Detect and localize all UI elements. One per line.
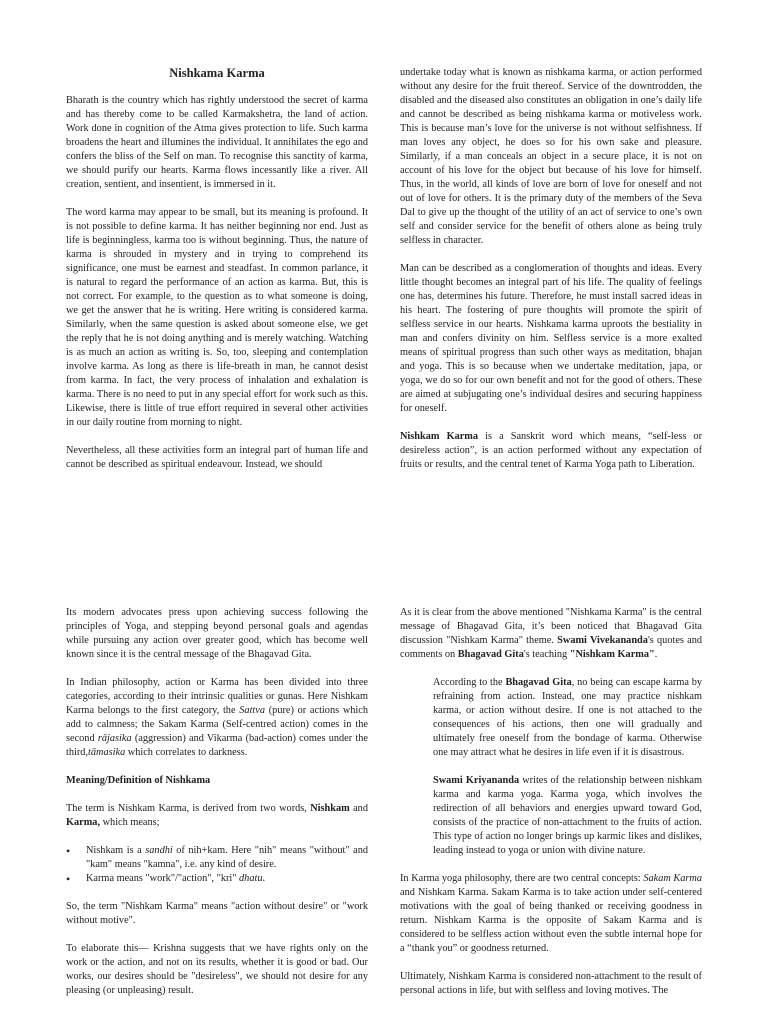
block-quote [433, 676, 702, 760]
section-heading: Meaning/Definition of Nishkama [66, 775, 211, 786]
list-item [66, 872, 368, 886]
term-bold: Nishkam [310, 803, 350, 814]
paragraph-text: 's quotes and comments on [400, 635, 703, 660]
paragraph-text: which correlates to darkness. [125, 747, 248, 758]
paragraph-text: Karma means "work"/"action", "kri" [86, 873, 240, 884]
paragraph: Bharath is the country which has rightly understood the secret of karma and has thereby come to be called Karmakshetra, the land of action. Work done in cognition of the Atma gives protection to life. Such karma broadens the heart and illumines the individual. It annihilates the ego and confers the bliss of the Self on man. To recognise this sanctity of karma, we should purify our hearts. Karma flows incessantly like a river. All creation, sentient, and insentient, is immersed in it. [66, 95, 368, 190]
paragraph-text: . [262, 873, 266, 884]
term-italic: dhatu [239, 873, 263, 884]
paragraph-text: Nishkam is a [86, 845, 146, 856]
paragraph-text: (aggression) and Vikarma (bad-action) comes under the third, [66, 733, 368, 758]
term-italic: Sakam Karma [643, 873, 703, 884]
term-italic: rājasika [97, 733, 132, 744]
paragraph [66, 802, 368, 830]
paragraph-text: . [654, 649, 658, 660]
paragraph-text: In Indian philosophy, action or Karma has been divided into three categories, according to their intrinsic qualities or gunas. Here Nishkam Karma belongs to the first category, the [66, 677, 368, 716]
paragraph: Its modern advocates press upon achieving success following the principles of Yoga, and stepping beyond personal goals and agendas while pursuing any action over greater good, which has become well known since it is the central message of the Bhagavad Gita. [66, 607, 368, 660]
column-top-left [66, 66, 368, 486]
paragraph-text: In Karma yoga philosophy, there are two central concepts: [400, 873, 644, 884]
paragraph: Man can be described as a conglomeration of thoughts and ideas. Every little thought becomes an integral part of his life. The quality of feelings one has, determines his future. Therefore, he must install sacred ideas in his heart. The fostering of pure thoughts will promote the spirit of selfless service in our hearts. Nishkama karma uproots the bestiality in man and confers divinity on him. Selfless service is a more exalted means of spiritual progress than such other ways as meditation, bhajan and yoga. This is so because when we undertake meditation, japa, or yoga, we do so for our own benefit and not for the good of others. These are aimed at subjugating one’s individual desires and securing happiness for oneself. [400, 263, 702, 414]
paragraph [400, 430, 702, 472]
name-bold: Bhagavad Gita [505, 677, 572, 688]
paragraph: Nevertheless, all these activities form an integral part of human life and cannot be described as spiritual endeavour. Instead, we should [66, 445, 368, 470]
paragraph-text: (pure) or actions which add to calmness; the Sakam Karma (Self-centred action) comes in the second [66, 705, 368, 744]
paragraph-text: which means; [100, 817, 160, 828]
paragraph-text: writes of the relationship between nishkam karma and karma yoga. Karma yoga, which involves the redirection of all behaviors and energies upward toward God, consists of the practice of non-attachment to the fruits of action. This type of action no longer brings up karmic likes and dislikes, leading instead to yoga or union with divine nature. [433, 775, 702, 856]
term-bold: Karma, [66, 817, 101, 828]
list-item [66, 844, 368, 872]
paragraph: undertake today what is known as nishkama karma, or action performed without any desire for the fruit thereof. Service of the downtrodden, the disabled and the diseased also constitutes an obligation in one’s daily life and cannot be described as being nishkama karma or motiveless work. This is because man’s love for the universe is not without selfishness. If man loves any object, he does so for his own sake and pleasure. Similarly, if a man conceals an object in a secure place, it is not on account of his love for the object but because of his love for himself. Thus, in the world, all kinds of love are born of love for oneself and not out of love for others. It is the primary duty of the members of the Seva Dal to give up the thought of the utility of an act of service to one’s own self and consider service for the benefit of others alone as being truly selfless in character. [400, 67, 702, 246]
paragraph: To elaborate this— Krishna suggests that we have rights only on the work or the action, and not on its results, whether it is good or bad. Our works, our desires should be "desireless", we should not desire for any pleasing (or unpleasing) result. [66, 943, 368, 996]
paragraph-text: According to the [433, 677, 506, 688]
block-quote [433, 774, 702, 858]
paragraph [66, 676, 368, 760]
paragraph-text: As it is clear from the above mentioned "Nishkama Karma" is the central message of Bhagavad Gita, it’s been noticed that Bhagavad Gita discussion "Nishkam Karma" theme. [400, 607, 702, 646]
term-bold: Nishkam Karma [400, 431, 479, 442]
paragraph-text: The term is Nishkam Karma, is derived from two words, [66, 803, 311, 814]
term-italic: sandhi [145, 845, 173, 856]
paragraph: Ultimately, Nishkam Karma is considered non-attachment to the result of personal actions in life, but with selfless and loving motives. The [400, 971, 702, 996]
name-bold: Swami Vivekananda [557, 635, 648, 646]
column-bottom-left [66, 606, 368, 1012]
paragraph-text: and Nishkam Karma. Sakam Karma is to take action under self-centered motivations with the goal of being thanked or receiving goodness in return. Nishkam Karma is the opposite of Sakam Karma and is considered to be selfless action without even the subtle internal hope for a “thank you” or goodness returned. [400, 887, 702, 954]
term-bold: "Nishkam Karma" [569, 649, 655, 660]
paragraph-text: 's teaching [523, 649, 570, 660]
name-bold: Bhagavad Gita [457, 649, 524, 660]
paragraph: The word karma may appear to be small, but its meaning is profound. It is not possible to define karma. It has neither beginning nor end. Just as life is beginningless, karma too is without beginning. Thus, the nature of karma is shrouded in mystery and in trying to comprehend its significance, one must be earnest and steadfast. In common parlance, it is natural to regard the performance of an action as karma. But, this is not correct. For example, to the question as to what someone is doing, we get the answer that he is writing. Here writing is considered karma. Similarly, when the same question is asked about someone else, we get the reply that he is not doing anything and is merely watching. Watching is as much an action as writing is. So, too, sleeping and contemplation involve karma. As long as there is life-breath in man, he cannot desist from karma. In fact, the very process of inhalation and exhalation is karma. There is no need to put in any special effort for work such as this. Likewise, there is little of true effort required in several other activities in our daily routine from morning to night. [66, 207, 368, 428]
name-bold: Swami Kriyananda [433, 775, 520, 786]
column-bottom-right [400, 606, 702, 1012]
paragraph [400, 872, 702, 956]
paragraph: So, the term "Nishkam Karma" means "action without desire" or "work without motive". [66, 901, 368, 926]
paragraph-text: , no being can escape karma by refraining from action. Instead, one may practice nishkam karma, or action without desire. If one is not attached to the consequences of his actions, then one will gradually and ultimately free oneself from the bondage of karma. Otherwise one may attract what he desires in life even if it is disastrous. [433, 677, 702, 758]
paragraph-text: and [349, 803, 368, 814]
term-italic: tāmasika [88, 747, 126, 758]
paragraph [400, 606, 702, 662]
column-top-right [400, 66, 702, 486]
paragraph-text: of nih+kam. Here "nih" means "without" and "kam" means "kamna", i.e. any kind of desire. [86, 845, 369, 870]
document-title: Nishkama Karma [169, 66, 265, 80]
term-italic: Sattva [239, 705, 266, 716]
paragraph-text: is a Sanskrit word which means, “self-less or desireless action”, is an action performed without any expectation of fruits or results, and the central tenet of Karma Yoga path to Liberation. [400, 431, 702, 470]
definition-list [66, 844, 368, 886]
